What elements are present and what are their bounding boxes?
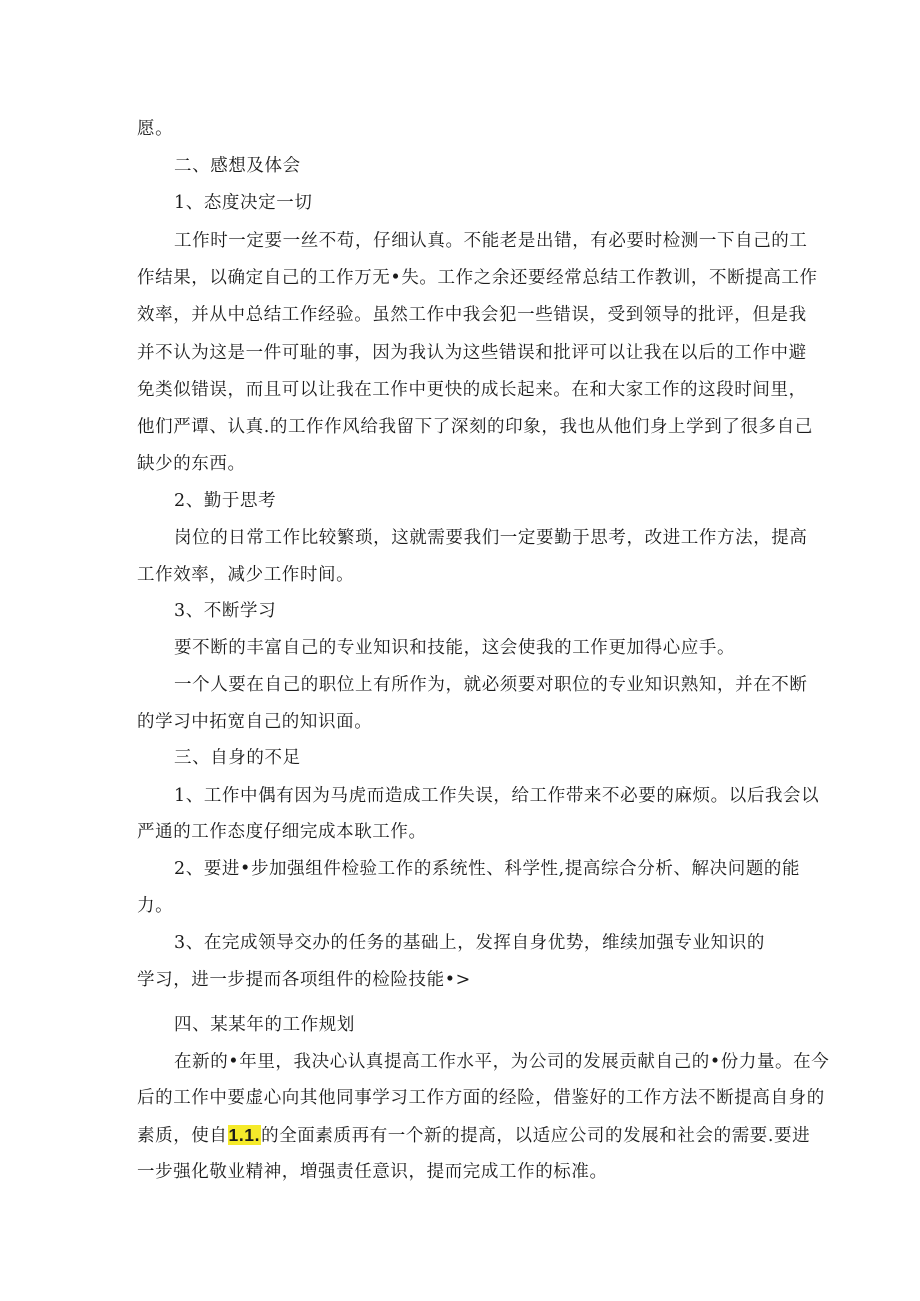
text-line: 严通的工作态度仔细完成本耿工作。 (137, 822, 427, 842)
text-line: 一步强化敬业精神，増强责任意识，提而完成工作的标准。 (137, 1162, 608, 1182)
text-segment: 的全面素质再有一个新的提高，以适应公司的发展和社会的需要.要进 (261, 1126, 811, 1146)
text-line: 作结果，以确定自己的工作万无•失。工作之余还要经常总结工作教训，不断提高工作 (137, 268, 818, 288)
text-line: 免类似错误，而且可以让我在工作中更快的成长起来。在和大家工作的这段时间里， (137, 380, 807, 400)
text-line: 2、要进•步加强组件检验工作的系统性、科学性,提高综合分析、解决问题的能 (174, 859, 801, 879)
text-segment: 素质，使自 (137, 1126, 228, 1146)
section-heading: 三、自身的不足 (174, 748, 301, 768)
text-line (137, 1123, 810, 1148)
text-line: 他们严谭、认真.的工作作风给我留下了深刻的印象，我也从他们身上学到了很多自己 (137, 417, 813, 437)
subsection-heading: 3、不断学习 (174, 601, 277, 621)
text-line: 愿。 (137, 119, 174, 139)
text-line: 3、在完成领导交办的任务的基础上，发挥自身优势，维续加强专业知识的 (174, 933, 765, 953)
text-line: 在新的•年里，我决心认真提高工作水平，为公司的发展贡献自己的•份力量。在今 (174, 1052, 830, 1072)
text-line: 一个人要在自己的职位上有所作为，就必须要对职位的专业知识熟知，并在不断 (174, 675, 808, 695)
text-line: 要不断的丰富自己的专业知识和技能，这会使我的工作更加得心应手。 (174, 638, 736, 658)
text-line: 的学习中拓宽自己的知识面。 (137, 712, 373, 732)
text-line: 1、工作中偶有因为马虎而造成工作失误，给工作带来不必要的麻烦。以后我会以 (174, 786, 820, 806)
highlighted-text: 1.1. (228, 1125, 261, 1145)
text-line: 效率，并从中总结工作经验。虽然工作中我会犯一些错误，受到领导的批评，但是我 (137, 305, 807, 325)
text-line: 工作效率，减少工作时间。 (137, 565, 355, 585)
subsection-heading: 1、态度决定一切 (174, 193, 313, 213)
subsection-heading: 2、勤于思考 (174, 491, 277, 511)
text-line: 岗位的日常工作比较繁琐，这就需要我们一定要勤于思考，改进工作方法，提高 (174, 528, 808, 548)
text-line: 工作时一定要一丝不苟，仔细认真。不能老是出错，有必要时检测一下自己的工 (174, 231, 808, 251)
text-line: 学习，进一步提而各项组件的检险技能•> (137, 970, 471, 990)
section-heading: 四、某某年的工作规划 (174, 1015, 355, 1035)
text-line: 力。 (137, 896, 174, 916)
text-line: 并不认为这是一件可耻的事，因为我认为这些错误和批评可以让我在以后的工作中避 (137, 343, 807, 363)
section-heading: 二、感想及体会 (174, 156, 301, 176)
text-line: 后的工作中要虚心向其他同事学习工作方面的经险，借鉴好的工作方法不断提高自身的 (137, 1088, 825, 1108)
text-line: 缺少的东西。 (137, 454, 246, 474)
